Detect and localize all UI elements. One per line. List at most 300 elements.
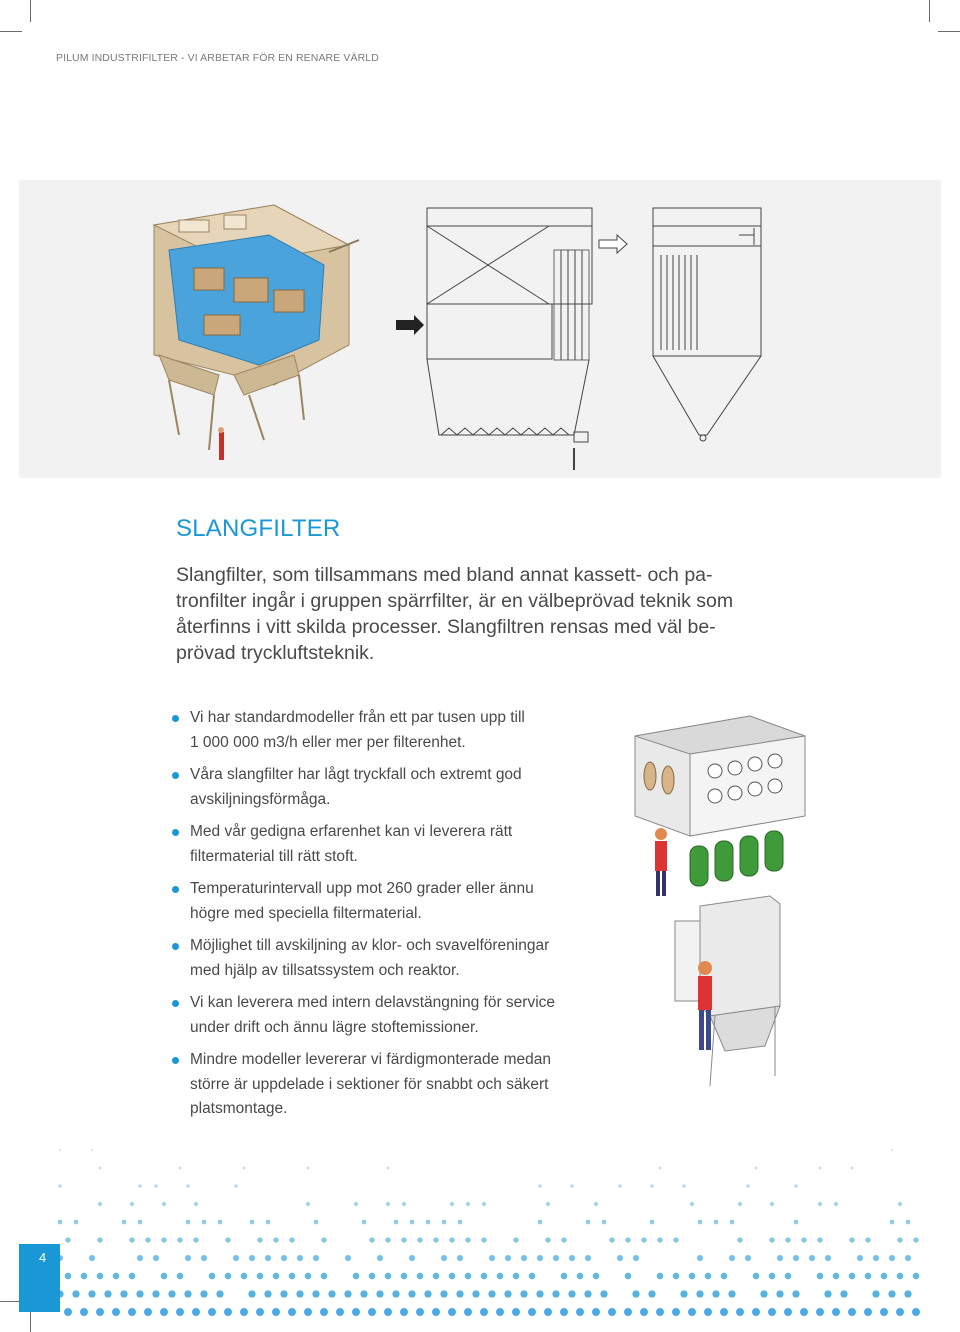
decor-dot bbox=[560, 1308, 568, 1316]
decor-dot bbox=[561, 1237, 566, 1242]
decor-dot bbox=[913, 1237, 918, 1242]
decor-dot bbox=[360, 1290, 367, 1297]
decor-dot bbox=[353, 1273, 360, 1280]
decor-dot bbox=[625, 1237, 630, 1242]
decor-dot bbox=[307, 1167, 310, 1170]
decor-dot bbox=[482, 1202, 486, 1206]
bullet-icon bbox=[172, 1057, 179, 1064]
list-item bbox=[172, 934, 602, 983]
list-item-line: filtermaterial till rätt stoft. bbox=[190, 847, 358, 865]
decor-dot bbox=[816, 1308, 824, 1316]
decor-dot bbox=[553, 1255, 559, 1261]
decor-dot bbox=[385, 1237, 390, 1242]
decor-dot bbox=[161, 1273, 168, 1280]
decor-dot bbox=[618, 1184, 621, 1187]
decor-dot bbox=[594, 1202, 598, 1206]
decor-dot bbox=[704, 1308, 712, 1316]
decor-dot bbox=[377, 1255, 383, 1261]
decor-dot bbox=[513, 1237, 518, 1242]
decor-dot bbox=[800, 1308, 808, 1316]
decor-dot bbox=[368, 1308, 376, 1316]
decor-dot bbox=[314, 1220, 319, 1225]
decor-dot bbox=[266, 1220, 271, 1225]
decor-dot bbox=[289, 1273, 296, 1280]
decor-dot bbox=[881, 1273, 888, 1280]
decor-dot bbox=[328, 1290, 335, 1297]
decor-dot bbox=[641, 1237, 646, 1242]
decor-dot bbox=[696, 1290, 703, 1297]
decor-dot bbox=[673, 1273, 680, 1280]
decor-dot bbox=[400, 1308, 408, 1316]
intro-line: prövad tryckluftsteknik. bbox=[176, 642, 375, 664]
decor-dot bbox=[768, 1308, 776, 1316]
side-illustrations bbox=[630, 706, 810, 1096]
decor-dot bbox=[714, 1220, 719, 1225]
decor-dot bbox=[794, 1184, 797, 1187]
intro-paragraph bbox=[176, 562, 796, 666]
decor-dot bbox=[96, 1308, 104, 1316]
decor-dot bbox=[97, 1273, 104, 1280]
decor-dot bbox=[673, 1237, 678, 1242]
decor-dot bbox=[200, 1290, 207, 1297]
list-item-line: Möjlighet till avskiljning av klor- och svavelföreningar bbox=[190, 937, 550, 954]
decor-dot bbox=[521, 1255, 527, 1261]
decor-dot bbox=[58, 1220, 63, 1225]
decor-dot bbox=[720, 1308, 728, 1316]
decor-dot bbox=[792, 1290, 799, 1297]
decor-dot bbox=[130, 1202, 134, 1206]
decor-dot bbox=[193, 1237, 198, 1242]
decor-dot bbox=[416, 1308, 424, 1316]
decor-dot bbox=[584, 1290, 591, 1297]
list-item bbox=[172, 820, 602, 869]
list-item-line: platsmontage. bbox=[190, 1100, 288, 1117]
decor-dot bbox=[472, 1290, 479, 1297]
decor-dot bbox=[464, 1308, 472, 1316]
decor-dot bbox=[528, 1308, 536, 1316]
decor-dot bbox=[602, 1220, 607, 1225]
decor-dot bbox=[529, 1273, 536, 1280]
decor-dot bbox=[65, 1273, 72, 1280]
cutaway-filter-illustration bbox=[154, 205, 359, 460]
decor-dot bbox=[424, 1290, 431, 1297]
decor-dot bbox=[650, 1220, 655, 1225]
decor-dot bbox=[840, 1290, 847, 1297]
decor-dot bbox=[99, 1167, 102, 1170]
list-item-line: Våra slangfilter har lågt tryckfall och extremt god bbox=[190, 766, 522, 783]
decor-dot bbox=[354, 1202, 358, 1206]
decor-dot bbox=[281, 1255, 287, 1261]
decor-dot bbox=[387, 1167, 390, 1170]
decor-dot bbox=[865, 1273, 872, 1280]
decor-dot bbox=[392, 1290, 399, 1297]
decor-dot bbox=[730, 1220, 735, 1225]
modular-filter-illustration bbox=[635, 716, 805, 896]
decor-dot bbox=[408, 1290, 415, 1297]
decor-dot bbox=[794, 1220, 799, 1225]
decor-dot bbox=[288, 1308, 296, 1316]
running-header: PILUM INDUSTRIFILTER - VI ARBETAR FÖR EN RENARE VÄRLD bbox=[56, 52, 379, 64]
decor-dot bbox=[272, 1308, 280, 1316]
decor-dot bbox=[625, 1273, 632, 1280]
decor-dot bbox=[138, 1184, 141, 1187]
decor-dot bbox=[640, 1308, 648, 1316]
decor-dot bbox=[433, 1273, 440, 1280]
decor-dot bbox=[738, 1202, 742, 1206]
decor-dot bbox=[201, 1255, 207, 1261]
bullet-icon bbox=[172, 772, 179, 779]
decor-dot bbox=[682, 1184, 685, 1187]
list-item-line: Temperaturintervall upp mot 260 grader eller ännu bbox=[190, 880, 534, 897]
decor-dot bbox=[441, 1255, 447, 1261]
decor-dot bbox=[689, 1273, 696, 1280]
decor-dot bbox=[544, 1308, 552, 1316]
decor-dot bbox=[504, 1290, 511, 1297]
decor-dot bbox=[65, 1237, 70, 1242]
decor-dot bbox=[81, 1273, 88, 1280]
list-item-line: med hjälp av tillsatssystem och reaktor. bbox=[190, 961, 460, 979]
list-item bbox=[172, 991, 602, 1040]
decor-dot bbox=[834, 1202, 838, 1206]
decor-dot bbox=[888, 1290, 895, 1297]
crop-mark-top-left-horizontal bbox=[0, 31, 22, 32]
decor-dot bbox=[833, 1273, 840, 1280]
decor-dot bbox=[769, 1273, 776, 1280]
decor-dot bbox=[58, 1184, 61, 1187]
decor-dot bbox=[256, 1308, 264, 1316]
intro-line: återfinns i vitt skilda processer. Slangfiltren rensas med väl be- bbox=[176, 616, 716, 638]
decor-dot bbox=[818, 1202, 822, 1206]
decor-dot bbox=[745, 1255, 751, 1261]
decor-dot bbox=[712, 1290, 719, 1297]
decor-dot bbox=[728, 1290, 735, 1297]
decor-dot bbox=[385, 1273, 392, 1280]
decor-dot bbox=[137, 1255, 143, 1261]
decor-dot bbox=[488, 1290, 495, 1297]
decor-dot bbox=[128, 1308, 136, 1316]
decor-dot bbox=[186, 1220, 191, 1225]
decor-dot bbox=[481, 1273, 488, 1280]
decor-dot bbox=[202, 1220, 207, 1225]
decor-dot bbox=[138, 1220, 143, 1225]
decor-dot bbox=[760, 1290, 767, 1297]
decor-dot bbox=[906, 1220, 911, 1225]
decor-dot bbox=[264, 1290, 271, 1297]
list-item-line: Mindre modeller levererar vi färdigmonterade medan bbox=[190, 1051, 551, 1068]
intro-line: tronfilter ingår i gruppen spärrfilter, är en välbeprövad teknik som bbox=[176, 590, 734, 612]
decor-dot bbox=[897, 1237, 902, 1242]
decor-dot bbox=[481, 1237, 486, 1242]
decor-dot bbox=[129, 1273, 136, 1280]
decor-dot bbox=[257, 1237, 262, 1242]
decor-dot bbox=[296, 1290, 303, 1297]
decor-dot bbox=[104, 1290, 111, 1297]
decor-dot bbox=[402, 1202, 406, 1206]
decor-dot bbox=[650, 1184, 653, 1187]
decor-dot bbox=[154, 1184, 157, 1187]
decor-dot bbox=[897, 1273, 904, 1280]
list-item-line: Med vår gedigna erfarenhet kan vi leverera rätt bbox=[190, 823, 513, 840]
decor-dot bbox=[632, 1290, 639, 1297]
decor-dot bbox=[746, 1184, 749, 1187]
decor-dot bbox=[120, 1290, 127, 1297]
decor-dot bbox=[386, 1202, 390, 1206]
decor-dot bbox=[659, 1167, 662, 1170]
decor-dot bbox=[586, 1220, 591, 1225]
list-item-line: Vi kan leverera med intern delavstängning för service bbox=[190, 994, 556, 1011]
decor-dot bbox=[832, 1308, 840, 1316]
crop-mark-top-left-vertical bbox=[30, 0, 31, 22]
decor-dot bbox=[161, 1237, 166, 1242]
list-item bbox=[172, 877, 602, 926]
decor-dot bbox=[657, 1237, 662, 1242]
decor-dot bbox=[825, 1255, 831, 1261]
crop-mark-top-right-vertical bbox=[929, 0, 930, 22]
intro-line: Slangfilter, som tillsammans med bland annat kassett- och pa- bbox=[176, 564, 713, 586]
decor-dot bbox=[442, 1220, 447, 1225]
decor-dot bbox=[576, 1308, 584, 1316]
section-title: SLANGFILTER bbox=[176, 515, 341, 542]
decor-dot bbox=[177, 1273, 184, 1280]
compact-filter-illustration bbox=[675, 896, 780, 1086]
decor-dot bbox=[752, 1308, 760, 1316]
decor-dot bbox=[458, 1220, 463, 1225]
decor-dot bbox=[570, 1184, 573, 1187]
list-item bbox=[172, 1048, 602, 1122]
decor-dot bbox=[248, 1290, 255, 1297]
decor-dot bbox=[785, 1237, 790, 1242]
decor-dot bbox=[426, 1220, 431, 1225]
decor-dot bbox=[88, 1290, 95, 1297]
decor-dot bbox=[417, 1273, 424, 1280]
decor-dot bbox=[321, 1237, 326, 1242]
decor-dot bbox=[433, 1237, 438, 1242]
decor-dot bbox=[72, 1290, 79, 1297]
decor-dot bbox=[225, 1237, 230, 1242]
decor-dot bbox=[538, 1220, 543, 1225]
decor-dot bbox=[784, 1308, 792, 1316]
decor-dot bbox=[345, 1255, 351, 1261]
decor-dot bbox=[656, 1308, 664, 1316]
decor-dot bbox=[729, 1255, 735, 1261]
decor-dot bbox=[593, 1273, 600, 1280]
decor-dot bbox=[688, 1308, 696, 1316]
decor-dot bbox=[819, 1167, 822, 1170]
decor-dot bbox=[561, 1273, 568, 1280]
decor-dot bbox=[608, 1308, 616, 1316]
decor-dot bbox=[208, 1308, 216, 1316]
decor-dot bbox=[538, 1184, 541, 1187]
decor-dot bbox=[410, 1220, 415, 1225]
decor-dot bbox=[648, 1290, 655, 1297]
decor-dot bbox=[592, 1308, 600, 1316]
decor-dot bbox=[848, 1308, 856, 1316]
decor-dot bbox=[289, 1237, 294, 1242]
decor-dot bbox=[466, 1202, 470, 1206]
decor-dot bbox=[233, 1255, 239, 1261]
decor-dot bbox=[162, 1202, 166, 1206]
decor-dot bbox=[849, 1237, 854, 1242]
decor-dot bbox=[817, 1273, 824, 1280]
decor-dot bbox=[186, 1184, 189, 1187]
decor-dot bbox=[321, 1273, 328, 1280]
crop-mark-top-right-horizontal bbox=[938, 31, 960, 32]
decor-dot bbox=[176, 1308, 184, 1316]
decor-dot bbox=[280, 1290, 287, 1297]
decor-dot bbox=[672, 1308, 680, 1316]
decor-dot bbox=[192, 1308, 200, 1316]
decor-dot bbox=[257, 1273, 264, 1280]
bullet-icon bbox=[172, 943, 179, 950]
filter-drawings bbox=[19, 180, 941, 478]
decor-dot bbox=[216, 1290, 223, 1297]
decor-dot bbox=[617, 1255, 623, 1261]
decor-dot bbox=[243, 1167, 246, 1170]
decor-dot bbox=[218, 1220, 223, 1225]
dot-pattern-decoration bbox=[0, 1130, 960, 1332]
decor-dot bbox=[394, 1220, 399, 1225]
filter-illustration-band bbox=[19, 180, 941, 478]
decor-dot bbox=[465, 1273, 472, 1280]
decor-dot bbox=[432, 1308, 440, 1316]
decor-dot bbox=[497, 1273, 504, 1280]
decor-dot bbox=[864, 1308, 872, 1316]
decor-dot bbox=[240, 1308, 248, 1316]
decor-dot bbox=[273, 1273, 280, 1280]
decor-dot bbox=[145, 1237, 150, 1242]
decor-dot bbox=[305, 1273, 312, 1280]
decor-dot bbox=[857, 1255, 863, 1261]
decor-dot bbox=[585, 1255, 591, 1261]
decor-dot bbox=[449, 1273, 456, 1280]
decor-dot bbox=[809, 1255, 815, 1261]
decor-dot bbox=[225, 1273, 232, 1280]
decor-dot bbox=[177, 1237, 182, 1242]
bullet-icon bbox=[172, 886, 179, 893]
list-item bbox=[172, 763, 602, 812]
decor-dot bbox=[448, 1308, 456, 1316]
decor-dot bbox=[569, 1255, 575, 1261]
decor-dot bbox=[690, 1202, 694, 1206]
decor-dot bbox=[849, 1273, 856, 1280]
decor-dot bbox=[265, 1255, 271, 1261]
decor-dot bbox=[352, 1308, 360, 1316]
decor-dot bbox=[224, 1308, 232, 1316]
front-view-drawing bbox=[653, 208, 761, 441]
feature-list bbox=[172, 706, 602, 1130]
decor-dot bbox=[209, 1273, 216, 1280]
decor-dot bbox=[465, 1237, 470, 1242]
decor-dot bbox=[577, 1273, 584, 1280]
decor-dot bbox=[64, 1308, 72, 1316]
decor-dot bbox=[450, 1202, 454, 1206]
list-item bbox=[172, 706, 602, 755]
decor-dot bbox=[449, 1237, 454, 1242]
list-item-line: högre med speciella filtermaterial. bbox=[190, 904, 422, 922]
decor-dot bbox=[737, 1237, 742, 1242]
decor-dot bbox=[384, 1308, 392, 1316]
decor-dot bbox=[776, 1290, 783, 1297]
decor-dot bbox=[873, 1255, 879, 1261]
decor-dot bbox=[489, 1255, 495, 1261]
list-item-line: Vi har standardmodeller från ett par tusen upp till bbox=[190, 709, 525, 726]
decor-dot bbox=[344, 1290, 351, 1297]
decor-dot bbox=[74, 1220, 79, 1225]
decor-dot bbox=[89, 1255, 95, 1261]
decor-dot bbox=[306, 1202, 310, 1206]
decor-dot bbox=[520, 1290, 527, 1297]
decor-dot bbox=[777, 1255, 783, 1261]
decor-dot bbox=[80, 1308, 88, 1316]
decor-dot bbox=[851, 1167, 854, 1170]
decor-dot bbox=[409, 1255, 415, 1261]
decor-dot bbox=[401, 1273, 408, 1280]
decor-dot bbox=[793, 1255, 799, 1261]
decor-dot bbox=[313, 1255, 319, 1261]
decor-dot bbox=[680, 1290, 687, 1297]
decor-dot bbox=[112, 1308, 120, 1316]
decor-dot bbox=[568, 1290, 575, 1297]
decor-dot bbox=[456, 1290, 463, 1297]
decor-dot bbox=[480, 1308, 488, 1316]
decor-dot bbox=[194, 1202, 198, 1206]
decor-dot bbox=[376, 1290, 383, 1297]
decor-dot bbox=[234, 1184, 237, 1187]
decor-dot bbox=[320, 1308, 328, 1316]
decor-dot bbox=[91, 1149, 93, 1151]
decor-dot bbox=[185, 1255, 191, 1261]
decor-dot bbox=[824, 1290, 831, 1297]
side-view-drawing bbox=[396, 208, 627, 470]
decor-dot bbox=[736, 1308, 744, 1316]
decor-dot bbox=[600, 1290, 607, 1297]
decor-dot bbox=[904, 1290, 911, 1297]
decor-dot bbox=[536, 1290, 543, 1297]
decor-dot bbox=[249, 1255, 255, 1261]
decor-dot bbox=[457, 1255, 463, 1261]
decor-dot bbox=[770, 1202, 774, 1206]
decor-dot bbox=[657, 1273, 664, 1280]
decor-dot bbox=[401, 1237, 406, 1242]
decor-dot bbox=[865, 1237, 870, 1242]
decor-dot bbox=[898, 1202, 902, 1206]
decor-dot bbox=[721, 1273, 728, 1280]
list-item-line: under drift och ännu lägre stoftemissioner. bbox=[190, 1018, 479, 1036]
decor-dot bbox=[184, 1290, 191, 1297]
decor-dot bbox=[122, 1220, 127, 1225]
decor-dot bbox=[755, 1167, 758, 1170]
decor-dot bbox=[896, 1308, 904, 1316]
decor-dot bbox=[753, 1273, 760, 1280]
decor-dot bbox=[624, 1308, 632, 1316]
decor-dot bbox=[537, 1255, 543, 1261]
list-item-line: avskiljningsförmåga. bbox=[190, 790, 331, 808]
decor-dot bbox=[513, 1273, 520, 1280]
decor-dot bbox=[913, 1273, 920, 1280]
decor-dot bbox=[250, 1220, 255, 1225]
decor-dot bbox=[273, 1237, 278, 1242]
decor-dot bbox=[144, 1308, 152, 1316]
decor-dot bbox=[546, 1202, 550, 1206]
decor-dot bbox=[59, 1149, 61, 1151]
bullet-icon bbox=[172, 1000, 179, 1007]
decor-dot bbox=[633, 1255, 639, 1261]
decor-dot bbox=[241, 1273, 248, 1280]
page-number: 4 bbox=[39, 1250, 47, 1265]
decor-dot bbox=[891, 1149, 893, 1151]
decor-dot bbox=[801, 1237, 806, 1242]
decor-dot bbox=[136, 1290, 143, 1297]
